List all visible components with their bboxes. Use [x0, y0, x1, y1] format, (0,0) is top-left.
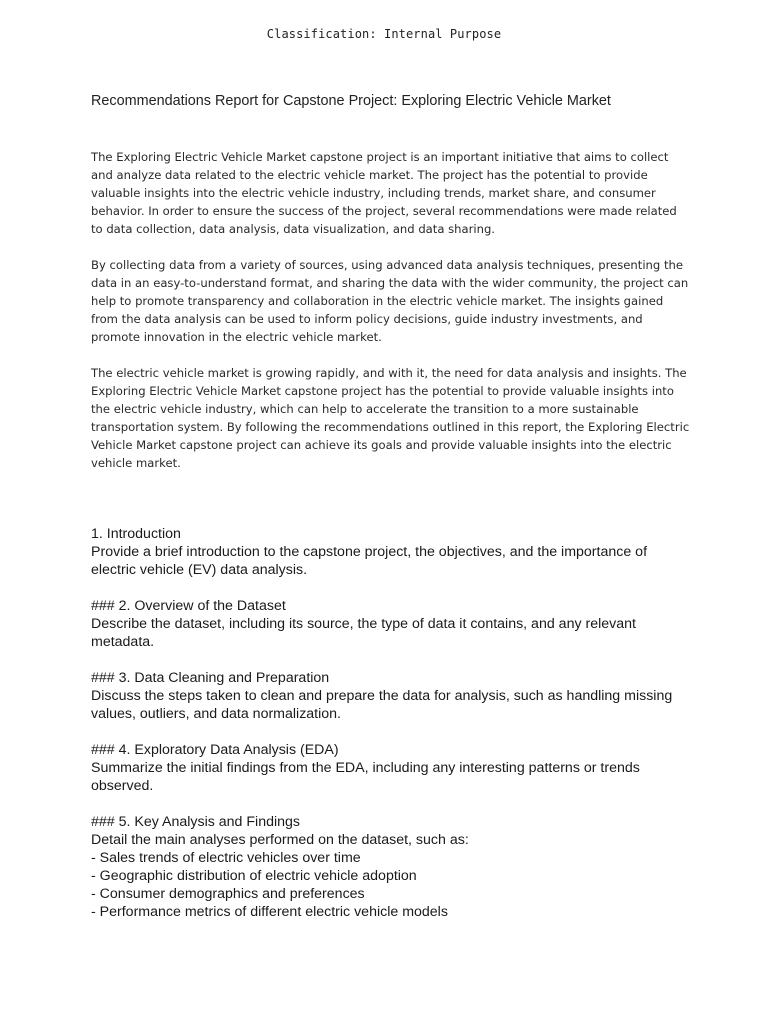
section-heading: ### 4. Exploratory Data Analysis (EDA): [91, 742, 339, 758]
list-item: - Geographic distribution of electric vehicle adoption: [91, 868, 417, 884]
outline-section-key-analysis: [91, 813, 691, 921]
section-description: Detail the main analyses performed on the dataset, such as:: [91, 832, 469, 848]
report-outline: [91, 525, 691, 939]
list-item: - Sales trends of electric vehicles over time: [91, 850, 361, 866]
outline-section-dataset-overview: [91, 597, 691, 651]
outline-section-eda: [91, 741, 691, 795]
section-heading: ### 3. Data Cleaning and Preparation: [91, 670, 330, 686]
section-heading: 1. Introduction: [91, 526, 181, 542]
intro-paragraph: The Exploring Electric Vehicle Market capstone project is an important initiative that aims to collect and analyze data related to the electric vehicle market. The project has the potential to provide valuable insights into the electric vehicle industry, including trends, market share, and consumer behavior. In order to ensure the success of the project, several recommendations were made related to data collection, data analysis, data visualization, and data sharing.: [91, 150, 677, 236]
intro-paragraph: By collecting data from a variety of sources, using advanced data analysis techniques, presenting the data in an easy-to-understand format, and sharing the data with the wider community, the project can help to promote transparency and collaboration in the electric vehicle market. The insights gained from the data analysis can be used to inform policy decisions, guide industry investments, and promote innovation in the electric vehicle market.: [91, 258, 689, 344]
outline-section-data-cleaning: [91, 669, 691, 723]
list-item: - Performance metrics of different electric vehicle models: [91, 904, 448, 920]
section-description: Provide a brief introduction to the capstone project, the objectives, and the importance of electric vehicle (EV) data analysis.: [91, 544, 648, 578]
classification-label: Classification: Internal Purpose: [266, 27, 502, 41]
section-description: Discuss the steps taken to clean and prepare the data for analysis, such as handling missing values, outliers, and data normalization.: [91, 688, 673, 722]
report-title: Recommendations Report for Capstone Project: Exploring Electric Vehicle Market: [91, 93, 611, 109]
section-heading: ### 2. Overview of the Dataset: [91, 598, 286, 614]
section-description: Summarize the initial findings from the EDA, including any interesting patterns or trends observed.: [91, 760, 640, 794]
section-description: Describe the dataset, including its source, the type of data it contains, and any relevant metadata.: [91, 616, 636, 650]
list-item: - Consumer demographics and preferences: [91, 886, 365, 902]
outline-section-introduction: [91, 525, 691, 579]
section-heading: ### 5. Key Analysis and Findings: [91, 814, 301, 830]
intro-paragraphs: [91, 148, 691, 490]
intro-paragraph: The electric vehicle market is growing rapidly, and with it, the need for data analysis and insights. The Exploring Electric Vehicle Market capstone project has the potential to provide valuable insights into the electric vehicle industry, which can help to accelerate the transition to a more sustainable transportation system. By following the recommendations outlined in this report, the Exploring Electric Vehicle Market capstone project can achieve its goals and provide valuable insights into the electric vehicle market.: [91, 366, 690, 470]
